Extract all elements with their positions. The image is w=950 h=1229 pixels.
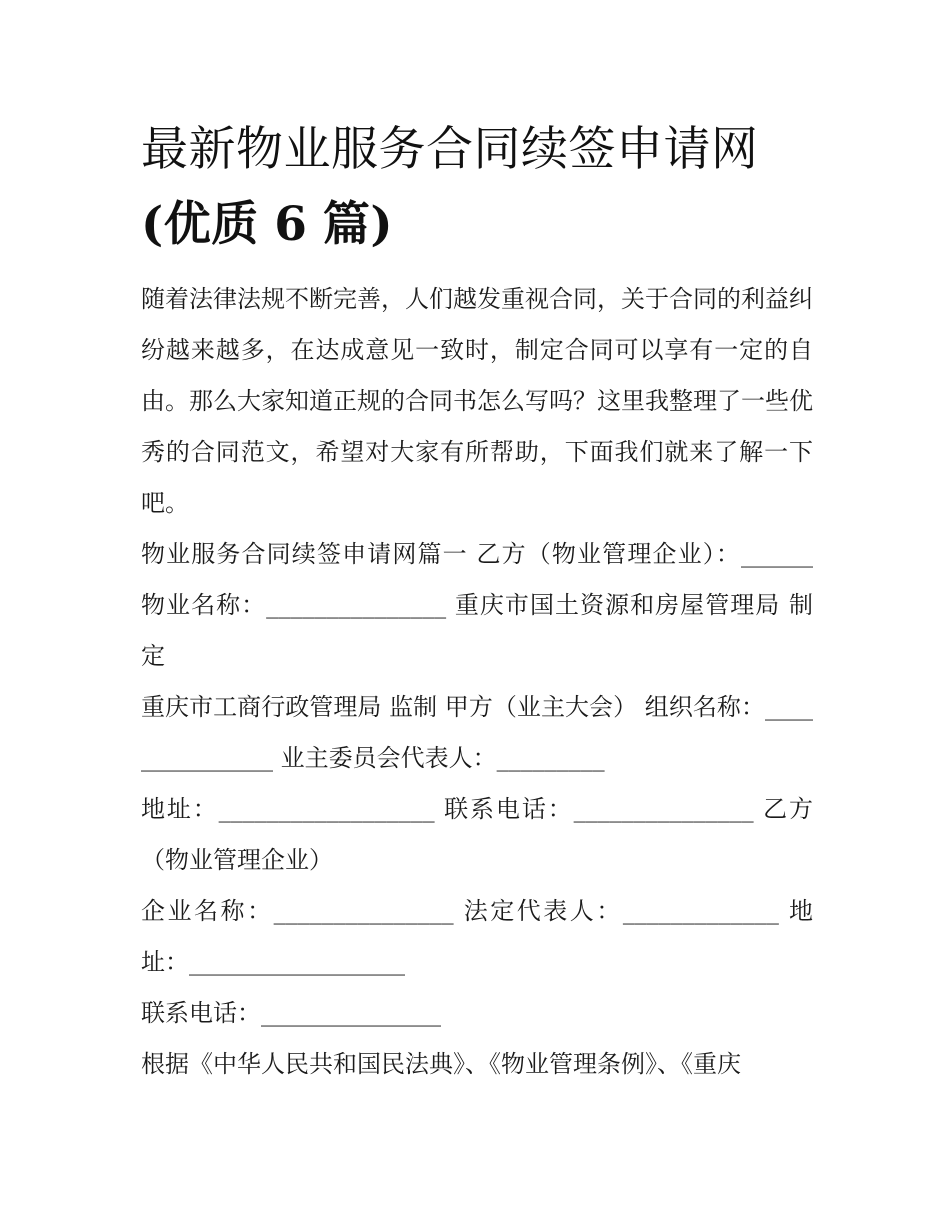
document-title <box>141 112 813 262</box>
contract-heading-paragraph: 物业服务合同续签申请网篇一 乙方（物业管理企业）：______ 物业名称：_______________ 重庆市国土资源和房屋管理局 制定 <box>141 540 821 670</box>
intro-paragraph: 随着法律法规不断完善，人们越发重视合同，关于合同的利益纠纷越来越多，在达成意见一致时，制定合同可以享有一定的自由。那么大家知道正规的合同书怎么写吗？这里我整理了一些优秀的合同范文，希望对大家有所帮助，下面我们就来了解一下吧。 <box>141 285 813 517</box>
legal-basis-paragraph: 根据《中华人民共和国民法典》、《物业管理条例》、《重庆 <box>141 1050 741 1078</box>
phone-paragraph: 联系电话：_______________ <box>141 999 441 1027</box>
title-line-2-number: 6 <box>274 197 308 252</box>
document-body <box>141 112 821 1090</box>
company-paragraph: 企业名称：_______________ 法定代表人：_____________ 地址：__________________ <box>141 897 813 976</box>
party-a-paragraph: 重庆市工商行政管理局 监制 甲方（业主大会） 组织名称：_______________ 业主委员会代表人：_________ <box>141 693 813 772</box>
title-line-1: 最新物业服务合同续签申请网 <box>141 122 759 177</box>
title-line-2-open: (优质 <box>141 197 259 252</box>
address-paragraph: 地址：__________________ 联系电话：_______________ 乙方（物业管理企业） <box>141 795 813 874</box>
title-line-2-close: 篇) <box>322 197 394 252</box>
